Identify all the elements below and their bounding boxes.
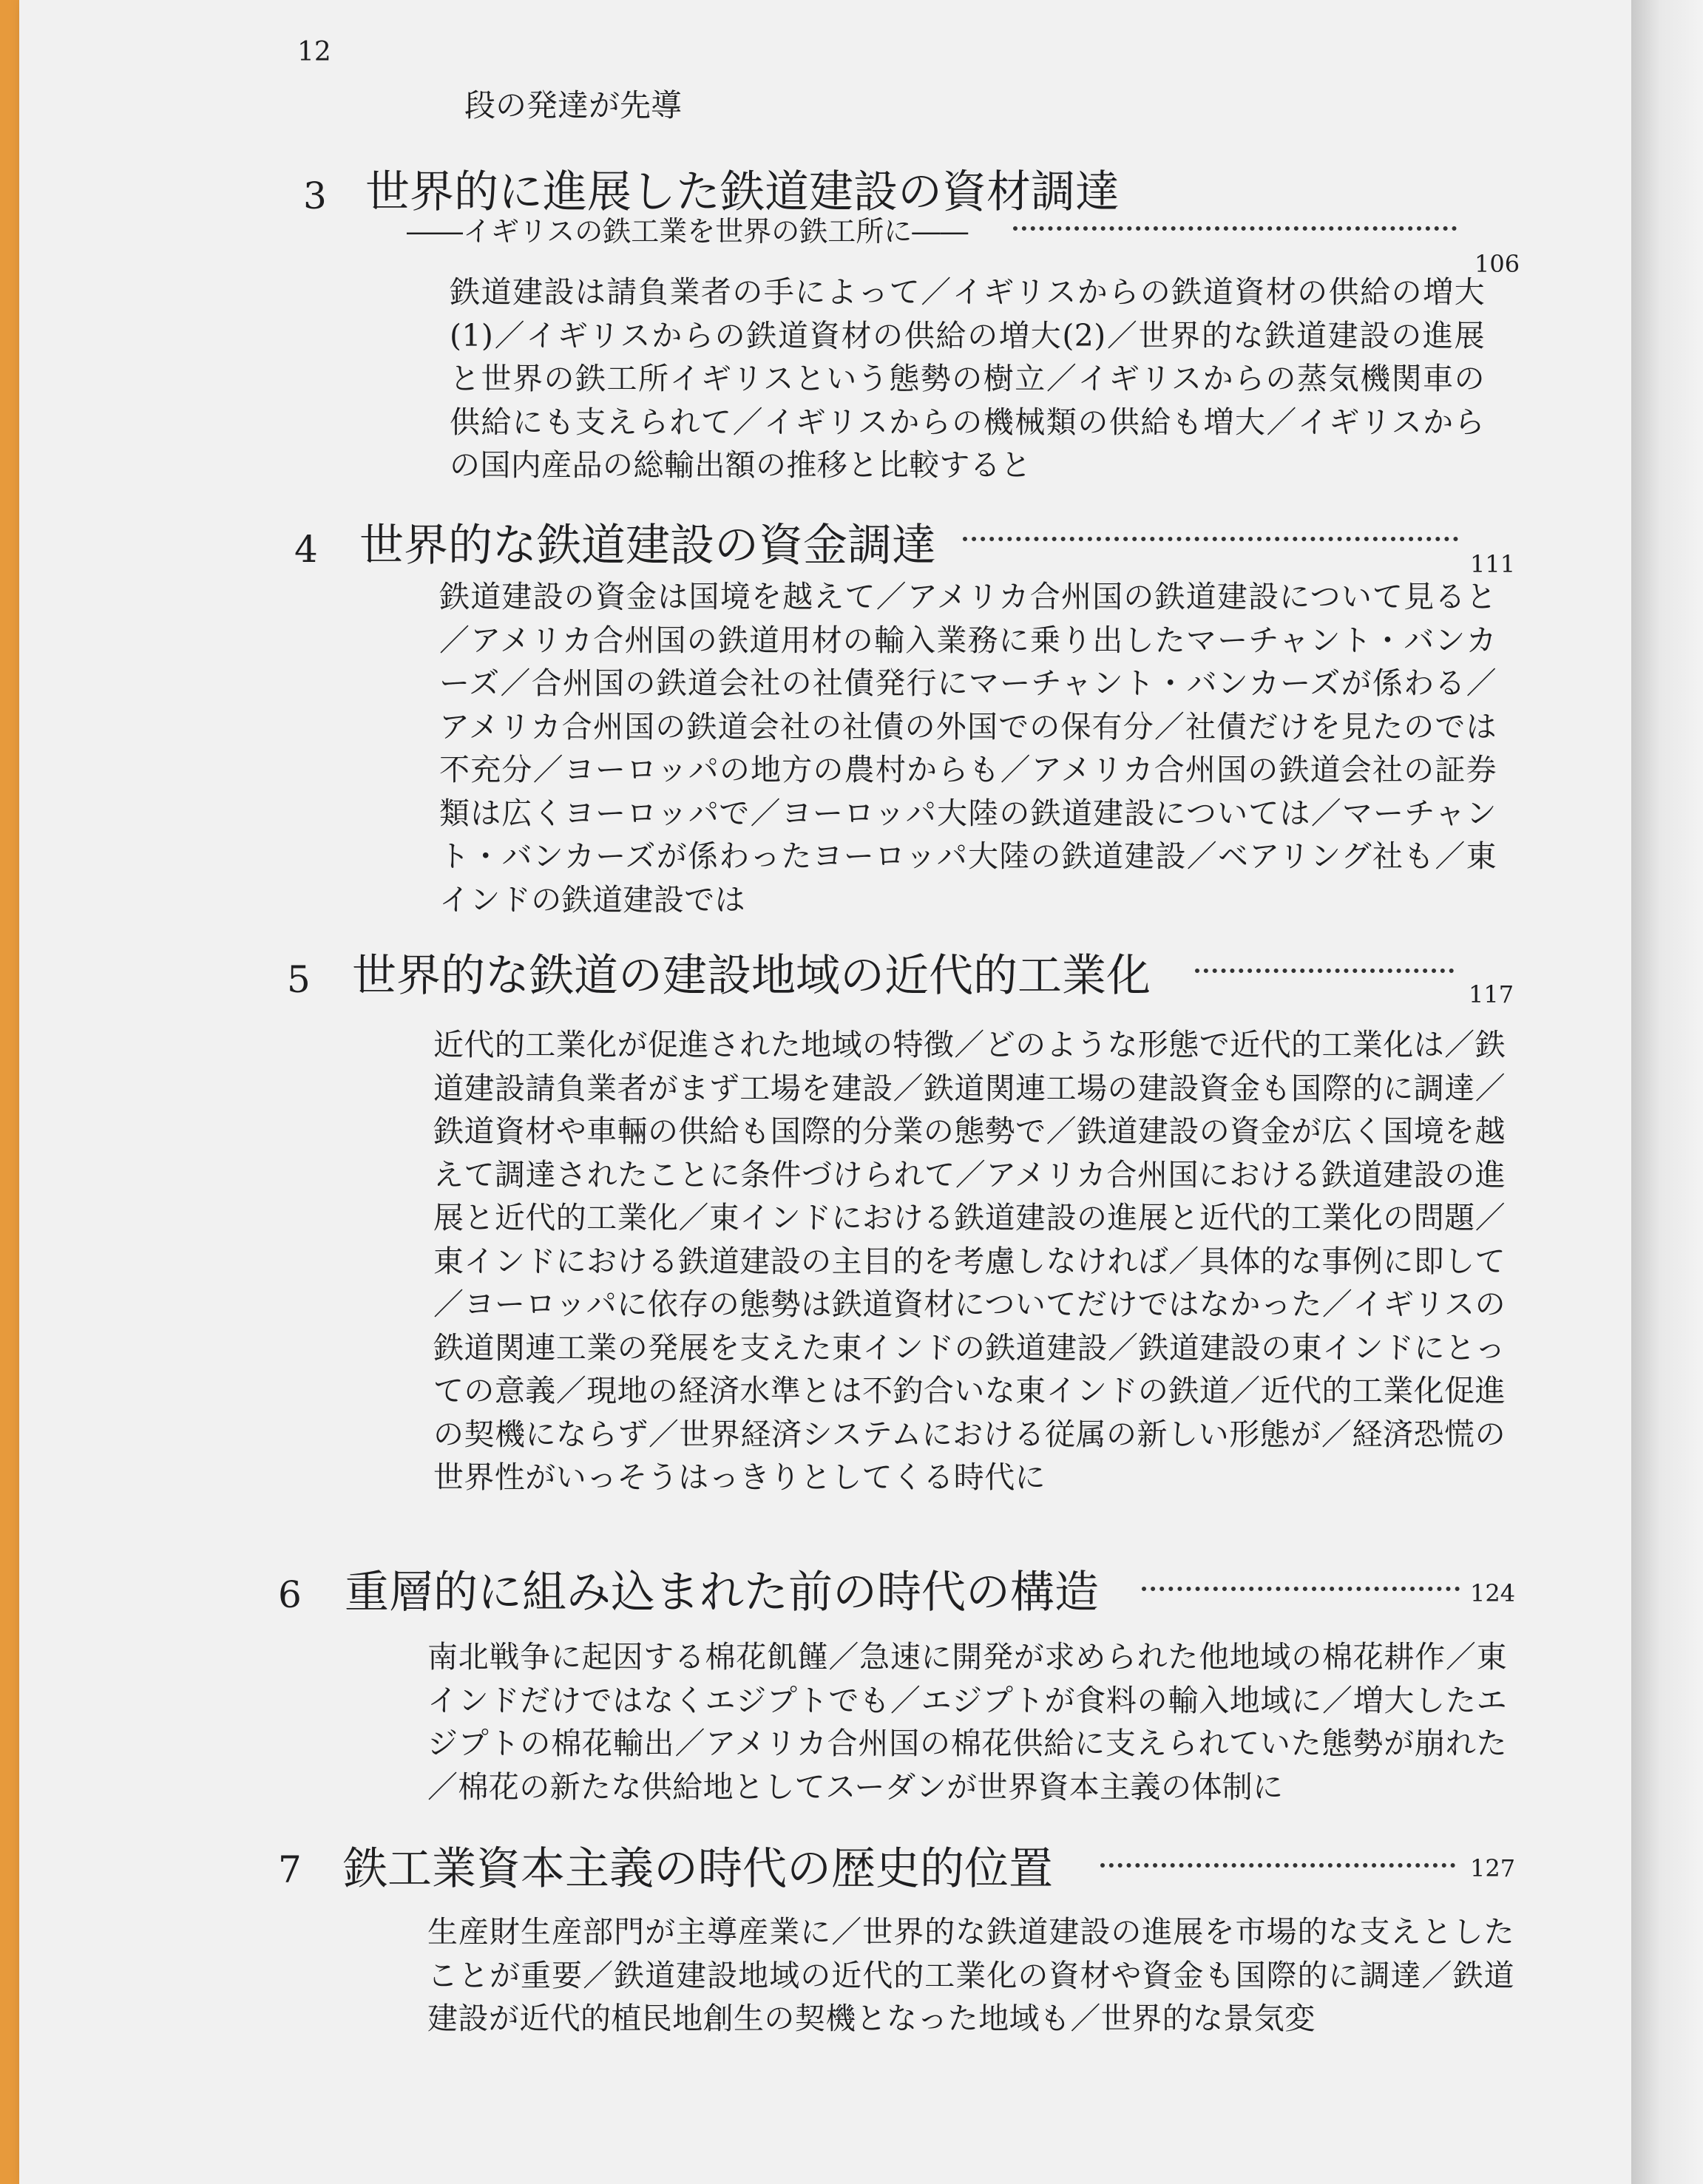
dot-leader xyxy=(1142,1587,1460,1591)
page-reference: 117 xyxy=(1469,980,1514,1008)
section-summary: 生産財生産部門が主導産業に／世界的な鉄道建設の進展を市場的な支えとしたことが重要／鉄道建設地域の近代的工業化の資材や資金も国際的に調達／鉄道建設が近代的植民地創生の契機となった地域も／世界的な景気変 xyxy=(427,1914,1514,2036)
section-number: 5 xyxy=(287,958,311,1001)
section-summary: 鉄道建設は請負業者の手によって／イギリスからの鉄道資材の供給の増大(1)／イギリスからの鉄道資材の供給の増大(2)／世界的な鉄道建設の進展と世界の鉄工所イギリスという態勢の樹立／イギリスからの蒸気機関車の供給にも支えられて／イギリスからの機械類の供給も増大／イギリスからの国内産品の総輸出額の推移と比較すると xyxy=(450,274,1485,483)
book-page xyxy=(19,0,1631,2184)
dot-leader xyxy=(1195,969,1454,973)
section-summary: 近代的工業化が促進された地域の特徴／どのような形態で近代的工業化は／鉄道建設請負業者がまず工場を建設／鉄道関連工場の建設資金も国際的に調達／鉄道資材や車輛の供給も国際的分業の態勢で／鉄道建設の資金が広く国境を越えて調達されたことに条件づけられて／アメリカ合州国における鉄道建設の進展と近代的工業化／東インドにおける鉄道建設の進展と近代的工業化の問題／東インドにおける鉄道建設の主目的を考慮しなければ／具体的な事例に即して／ヨーロッパに依存の態勢は鉄道資材についてだけではなかった／イギリスの鉄道関連工業の発展を支えた東インドの鉄道建設／鉄道建設の東インドにとっての意義／現地の経済水準とは不釣合いな東インドの鉄道／近代的工業化促進の契機にならず／世界経済システムにおける従属の新しい形態が／経済恐慌の世界性がいっそうはっきりとしてくる時代に xyxy=(433,1027,1506,1495)
section-summary: 鉄道建設の資金は国境を越えて／アメリカ合州国の鉄道建設について見ると／アメリカ合州国の鉄道用材の輸入業務に乗り出したマーチャント・バンカーズ／合州国の鉄道会社の社債発行にマーチャント・バンカーズが係わる／アメリカ合州国の鉄道会社の社債の外国での保有分／社債だけを見たのでは不充分／ヨーロッパの地方の農村からも／アメリカ合州国の鉄道会社の証券類は広くヨーロッパで／ヨーロッパ大陸の鉄道建設については／マーチャント・バンカーズが係わったヨーロッパ大陸の鉄道建設／ベアリング社も／東インドの鉄道建設では xyxy=(439,579,1497,918)
section-number: 3 xyxy=(303,174,327,217)
page-reference: 127 xyxy=(1470,1854,1516,1882)
page-reference: 106 xyxy=(1475,250,1520,278)
dot-leader xyxy=(1013,226,1457,231)
page-reference: 111 xyxy=(1470,550,1516,578)
section-summary: 南北戦争に起因する棉花飢饉／急速に開発が求められた他地域の棉花耕作／東インドだけではなくエジプトでも／エジプトが食料の輸入地域に／増大したエジプトの棉花輸出／アメリカ合州国の棉花供給に支えられていた態勢が崩れた／棉花の新たな供給地としてスーダンが世界資本主義の体制に xyxy=(427,1639,1507,1805)
page-reference: 124 xyxy=(1470,1579,1516,1607)
carryover-text: 段の発達が先導 xyxy=(464,87,683,123)
section-number: 7 xyxy=(278,1848,302,1891)
page-edge xyxy=(1631,0,1703,2184)
page-number: 12 xyxy=(297,37,331,67)
section-title: 世界的に進展した鉄道建設の資材調達 xyxy=(365,166,1120,218)
dot-leader xyxy=(963,537,1458,541)
section-title: 重層的に組み込まれた前の時代の構造 xyxy=(345,1567,1099,1618)
dot-leader xyxy=(1100,1863,1455,1868)
section-number: 6 xyxy=(278,1573,302,1616)
section-title: 世界的な鉄道建設の資金調達 xyxy=(359,520,936,572)
section-subtitle: ――イギリスの鉄工業を世界の鉄工所に―― xyxy=(407,215,969,248)
section-number: 4 xyxy=(294,528,318,571)
section-title: 鉄工業資本主義の時代の歴史的位置 xyxy=(343,1843,1053,1895)
section-title: 世界的な鉄道の建設地域の近代的工業化 xyxy=(352,950,1151,1002)
